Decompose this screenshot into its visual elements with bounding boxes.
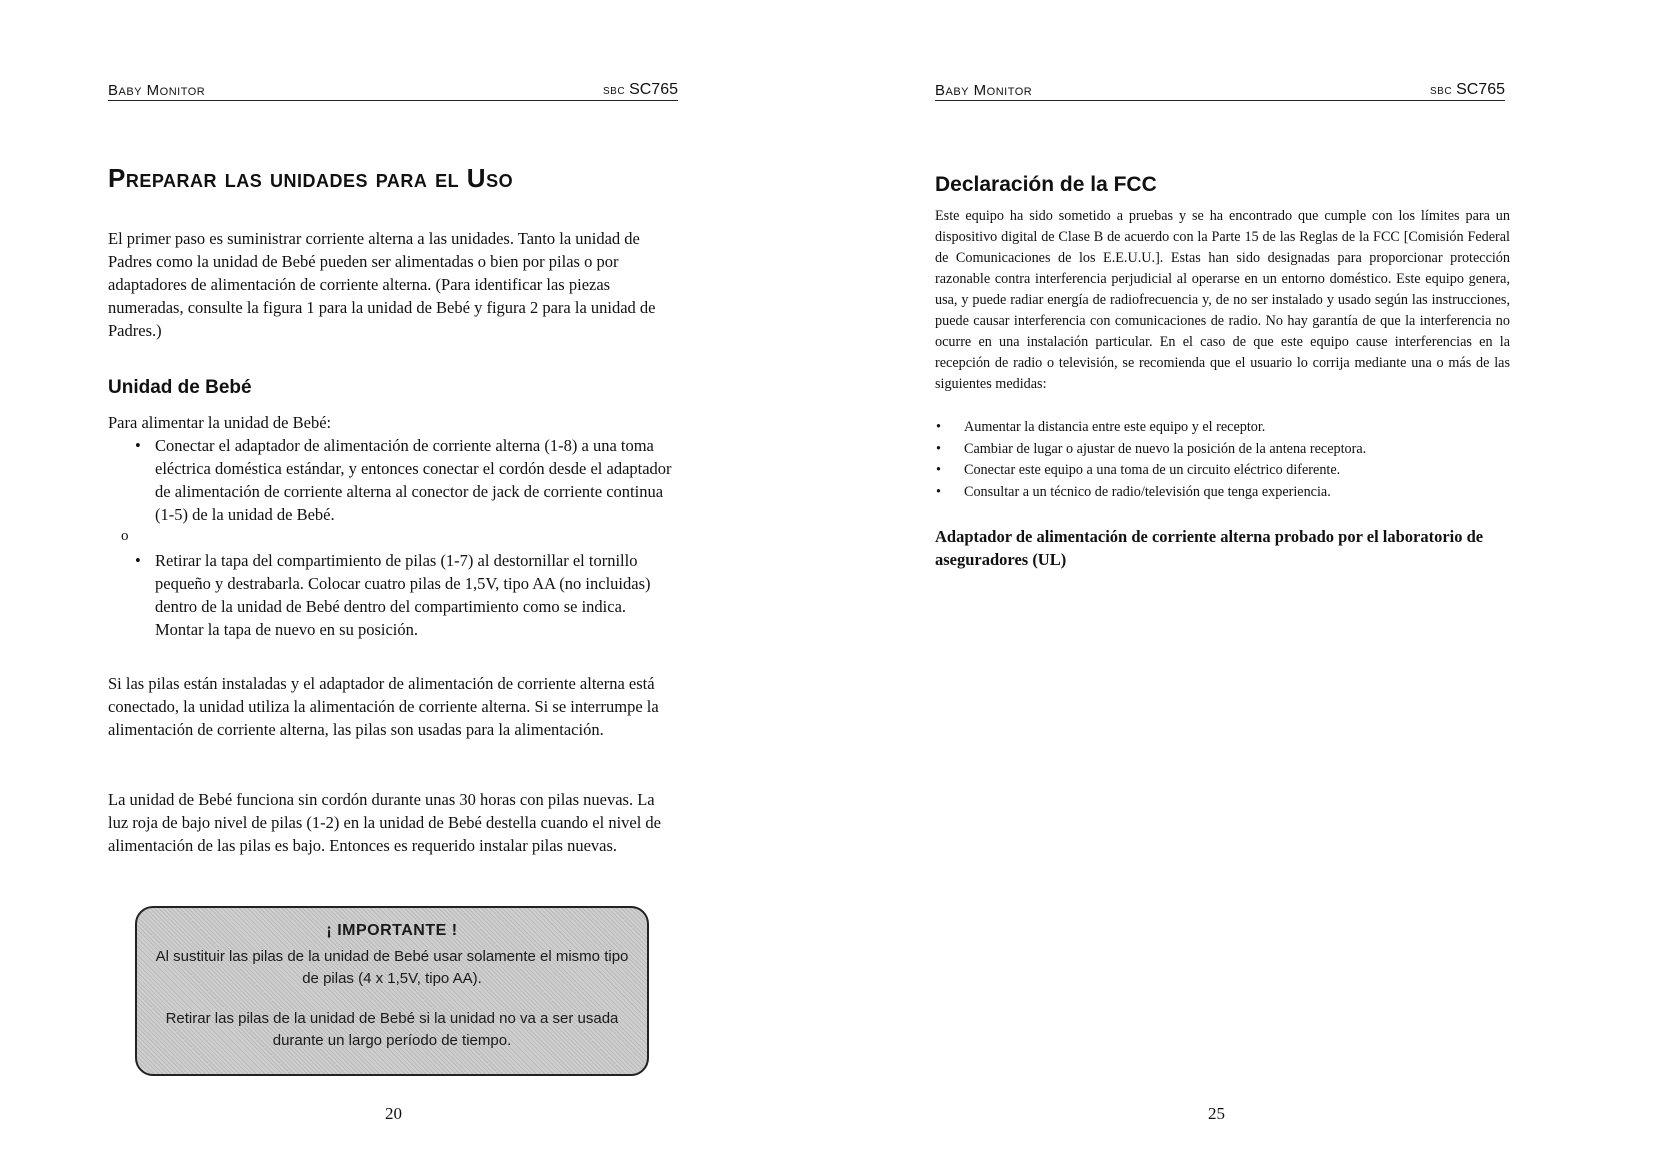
- list-item-text: Consultar a un técnico de radio/televisión que tenga experiencia.: [964, 483, 1331, 500]
- important-notice-box: [135, 906, 649, 1076]
- list-item: [936, 417, 1496, 439]
- header-model: [1430, 81, 1505, 100]
- list-item: [135, 434, 680, 526]
- bullet-icon: •: [135, 551, 141, 570]
- left-page-header: [108, 78, 678, 101]
- list-item-text: Aumentar la distancia entre este equipo y el receptor.: [964, 419, 1266, 435]
- bullet-icon: •: [936, 419, 941, 435]
- page-number: 25: [1208, 1104, 1225, 1123]
- important-line: Retirar las pilas de la unidad de Bebé si la unidad no va a ser usada durante un largo período de tiempo.: [165, 1010, 619, 1049]
- important-line: Al sustituir las pilas de la unidad de Bebé usar solamente el mismo tipo de pilas (4 x 1,5V, tipo AA).: [155, 948, 629, 987]
- or-separator: o: [121, 528, 129, 544]
- header-model-prefix: SBC: [1430, 86, 1453, 97]
- page-number: 20: [385, 1104, 402, 1123]
- list-item: [936, 460, 1496, 482]
- section-heading: Unidad de Bebé: [108, 377, 252, 398]
- fcc-measures-list: [936, 417, 1496, 503]
- header-model-number: SC765: [1456, 81, 1505, 98]
- bullet-icon: •: [936, 440, 941, 457]
- power-paragraph: Si las pilas están instaladas y el adaptador de alimentación de corriente alterna está conectado, la unidad utiliza la alimentación de corriente alterna. Si se interrumpe la alimentación de corriente alterna, las pilas son usadas para la alimentación.: [108, 674, 659, 739]
- important-title: ¡ IMPORTANTE !: [326, 922, 458, 939]
- header-brand: Baby Monitor: [935, 82, 1033, 99]
- power-option-list: [135, 434, 680, 526]
- list-item-text: Retirar la tapa del compartimiento de pilas (1-7) al destornillar el tornillo pequeño y destrabarla. Colocar cuatro pilas de 1,5V, tipo AA (no incluidas) dentro de la unidad de Bebé dentro del compartimiento como se indica. Montar la tapa de nuevo en su posición.: [155, 551, 651, 639]
- header-model: [603, 81, 678, 100]
- battery-paragraph: La unidad de Bebé funciona sin cordón durante unas 30 horas con pilas nuevas. La luz roja de bajo nivel de pilas (1-2) en la unidad de Bebé destella cuando el nivel de alimentación de las pilas es bajo. Entonces es requerido instalar pilas nuevas.: [108, 790, 662, 855]
- page-title: Preparar las unidades para el Uso: [108, 163, 514, 193]
- list-item: [936, 439, 1496, 461]
- bullet-icon: •: [936, 483, 941, 500]
- list-item-text: Cambiar de lugar o ajustar de nuevo la posición de la antena receptora.: [964, 440, 1367, 457]
- header-model-number: SC765: [629, 81, 678, 98]
- right-page-header: [935, 78, 1505, 101]
- intro-paragraph: El primer paso es suministrar corriente alterna a las unidades. Tanto la unidad de Padres como la unidad de Bebé pueden ser alimentadas o bien por pilas o por adaptadores de alimentación de corriente alterna. (Para identificar las piezas numeradas, consulte la figura 1 para la unidad de Bebé y figura 2 para la unidad de Padres.): [108, 229, 656, 340]
- list-item: [936, 482, 1496, 504]
- battery-option-list: [135, 549, 670, 641]
- list-item: [135, 549, 670, 641]
- ul-adapter-note: Adaptador de alimentación de corriente alterna probado por el laboratorio de aseguradores (UL): [935, 527, 1484, 569]
- bullet-icon: •: [936, 462, 941, 478]
- fcc-paragraph: Este equipo ha sido sometido a pruebas y se ha encontrado que cumple con los límites para un dispositivo digital de Clase B de acuerdo con la Parte 15 de las Reglas de la FCC [Comisión Federal de Comunicaciones de los E.E.U.U.]. Estas han sido designadas para proporcionar protección razonable contra interferencia perjudicial al operarse en un entorno doméstico. Este equipo genera, usa, y puede radiar energía de radiofrecuencia y, de no ser instalado y usado según las instrucciones, puede causar interferencia con comunicaciones de radio. No hay garantía de que la interferencia no ocurre en una instalación particular. En el caso de que este equipo cause interferencias en la recepción de radio o televisión, se recomienda que el usuario lo corrija mediante una o más de las siguientes medidas:: [935, 208, 1510, 392]
- section-intro: Para alimentar la unidad de Bebé:: [108, 413, 332, 432]
- list-item-text: Conectar este equipo a una toma de un circuito eléctrico diferente.: [964, 462, 1341, 478]
- right-page: [828, 0, 1656, 1174]
- header-model-prefix: SBC: [603, 86, 626, 97]
- bullet-icon: •: [135, 436, 141, 455]
- header-brand: Baby Monitor: [108, 82, 206, 99]
- fcc-title: Declaración de la FCC: [935, 173, 1157, 196]
- list-item-text: Conectar el adaptador de alimentación de corriente alterna (1-8) a una toma eléctrica doméstica estándar, y entonces conectar el cordón desde el adaptador de alimentación de corriente alterna al conector de jack de corriente continua (1-5) de la unidad de Bebé.: [155, 436, 672, 524]
